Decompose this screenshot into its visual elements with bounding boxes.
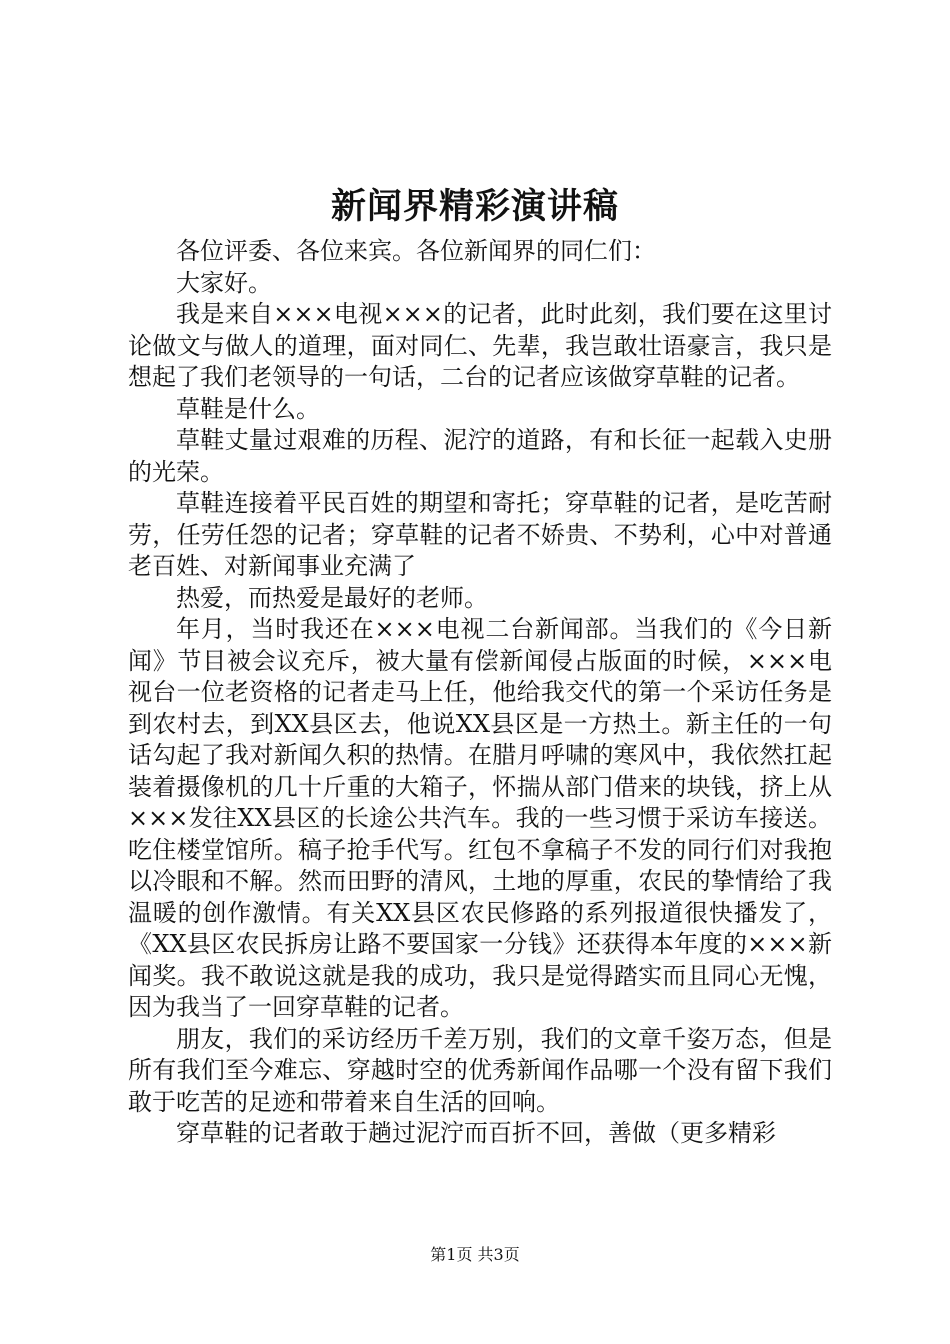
page-number-footer: 第1页 共3页 [430,1245,520,1264]
paragraph-intro: 我是来自×××电视×××的记者，此时此刻，我们要在这里讨论做文与做人的道理，面对同仁、先辈，我岂敢壮语豪言，我只是想起了我们老领导的一句话，二台的记者应该做穿草鞋的记者。 [128,300,832,391]
paragraph-question: 草鞋是什么。 [176,394,320,423]
paragraph-passion: 热爱，而热爱是最好的老师。 [176,583,488,612]
document-body [128,236,832,1150]
paragraph-friends: 朋友，我们的采访经历千差万别，我们的文章千姿万态，但是所有我们至今难忘、穿越时空的优秀新闻作品哪一个没有留下我们敢于吃苦的足迹和带着来自生活的回响。 [128,1024,832,1116]
paragraph-greeting: 各位评委、各位来宾。各位新闻界的同仁们： [176,237,656,265]
paragraph-story: 年月，当时我还在×××电视二台新闻部。当我们的《今日新闻》节目被会议充斥，被大量有偿新闻侵占版面的时候，×××电视台一位老资格的记者走马上任，他给我交代的第一个采访任务是到农村去，到XX县区去，他说XX县区是一方热土。新主任的一句话勾起了我对新闻久积的热情。在腊月呼啸的寒风中，我依然扛起装着摄像机的几十斤重的大箱子，怀揣从部门借来的块钱，挤上从×××发往XX县区的长途公共汽车。我的一些习惯于采访车接送。吃住楼堂馆所。稿子抢手代写。红包不拿稿子不发的同行们对我抱以冷眼和不解。然而田野的清风，土地的厚重，农民的挚情给了我温暖的创作激情。有关XX县区农民修路的系列报道很快播发了，《XX县区农民拆房让路不要国家一分钱》还获得本年度的×××新闻奖。我不敢说这就是我的成功，我只是觉得踏实而且同心无愧，因为我当了一回穿草鞋的记者。 [128,615,832,1021]
paragraph-connection: 草鞋连接着平民百姓的期望和寄托；穿草鞋的记者，是吃苦耐劳，任劳任怨的记者；穿草鞋的记者不娇贵、不势利，心中对普通老百姓、对新闻事业充满了 [128,489,832,580]
paragraph-closing: 穿草鞋的记者敢于趟过泥泞而百折不回，善做（更多精彩 [176,1119,776,1147]
document-title: 新闻界精彩演讲稿 [330,186,619,227]
paragraph-hello: 大家好。 [176,268,272,297]
paragraph-history: 草鞋丈量过艰难的历程、泥泞的道路，有和长征一起载入史册的光荣。 [128,426,832,486]
